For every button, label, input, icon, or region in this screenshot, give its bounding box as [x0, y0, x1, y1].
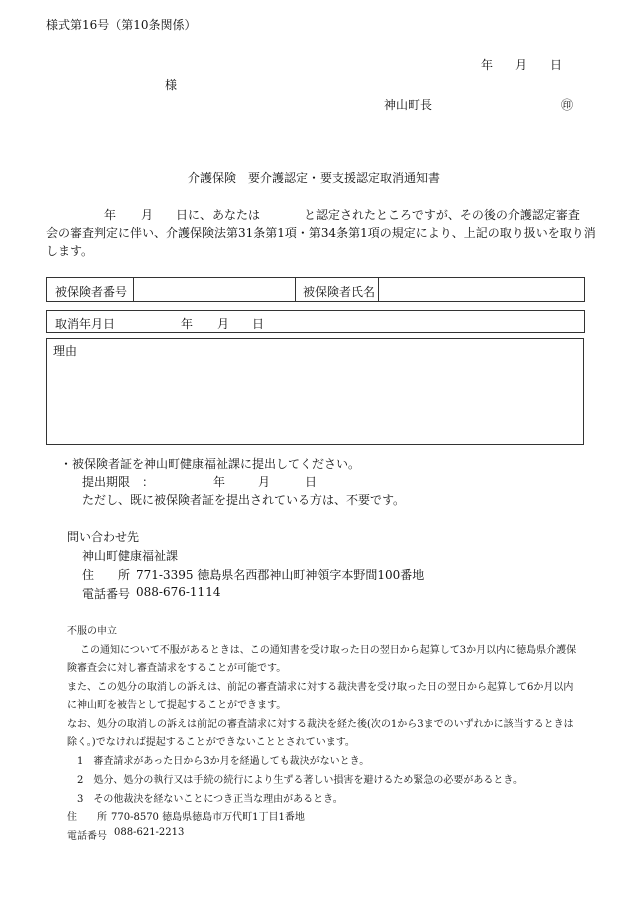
- reason-box[interactable]: [46, 338, 584, 445]
- contact-heading: 問い合わせ先: [67, 530, 140, 544]
- contact-address-label: 住 所: [82, 568, 131, 582]
- appeal-phone-label: 電話番号: [67, 831, 107, 842]
- appeal-item-3: 3 その他裁決を経ないことにつき正当な理由があるとき。: [77, 794, 343, 805]
- cancel-day: 日: [252, 317, 265, 331]
- appeal-p1-line2: 険審査会に対し審査請求をすることが可能です。: [67, 663, 287, 674]
- intro-line-2: 会の審査判定に伴い、介護保険法第31条第1項・第34条第1項の規定により、上記の取り扱いを取り消: [46, 226, 596, 240]
- appeal-p2-line2: に神山町を被告として提起することができます。: [67, 700, 287, 711]
- issuer-name: 神山町長: [384, 98, 433, 112]
- deadline-month: 月: [258, 475, 271, 489]
- contact-address: 771-3395 徳島県名西郡神山町神領字本野間100番地: [136, 568, 425, 582]
- contact-department: 神山町健康福祉課: [82, 549, 179, 563]
- intro-year: 年: [104, 208, 117, 222]
- deadline-year: 年: [213, 475, 226, 489]
- document-title: 介護保険 要介護認定・要支援認定取消通知書: [188, 171, 441, 185]
- insured-name-field[interactable]: [380, 279, 582, 300]
- table-divider: [378, 278, 379, 301]
- intro-day-text: 日に、あなたは: [176, 208, 261, 222]
- cancel-date-label: 取消年月日: [55, 317, 116, 331]
- insured-name-label: 被保険者氏名: [303, 285, 376, 299]
- deadline-day: 日: [305, 475, 318, 489]
- submission-note: ただし、既に被保険者証を提出されている方は、不要です。: [82, 493, 406, 507]
- seal-mark: ㊞: [561, 98, 574, 112]
- appeal-p1-line1: この通知について不服があるときは、この通知書を受け取った日の翌日から起算して3か月以内に徳島県介護保: [80, 645, 577, 656]
- deadline-label: 提出期限 ：: [82, 475, 155, 489]
- contact-phone: 088-676-1114: [136, 585, 221, 599]
- form-number: 様式第16号（第10条関係）: [46, 18, 197, 32]
- cancel-date-row: [46, 310, 585, 333]
- appeal-phone: 088-621-2213: [114, 827, 185, 838]
- header-date-year: 年: [481, 58, 494, 72]
- appeal-p3-line1: なお、処分の取消しの訴えは前記の審査請求に対する裁決を経た後(次の1から3までのいずれかに該当するときは: [67, 719, 574, 730]
- addressee-suffix: 様: [165, 78, 178, 92]
- header-date-day: 日: [550, 58, 563, 72]
- appeal-item-1: 1 審査請求があった日から3か月を経過しても裁決がないとき。: [77, 756, 370, 767]
- appeal-heading: 不服の申立: [67, 626, 117, 637]
- contact-phone-label: 電話番号: [82, 587, 131, 601]
- intro-line-3: します。: [46, 244, 94, 258]
- appeal-item-2: 2 処分、処分の執行又は手続の続行により生ずる著しい損害を避けるため緊急の必要があるとき。: [77, 775, 523, 786]
- appeal-p2-line1: また、この処分の取消しの訴えは、前記の審査請求に対する裁決書を受け取った日の翌日から起算して6か月以内: [67, 682, 574, 693]
- insured-number-field[interactable]: [135, 279, 293, 300]
- insured-number-label: 被保険者番号: [55, 285, 128, 299]
- cancel-month: 月: [217, 317, 230, 331]
- appeal-p3-line2: 除く。)でなければ提起することができないこととされています。: [67, 737, 355, 748]
- cancel-year: 年: [181, 317, 194, 331]
- insured-info-row: [46, 277, 585, 302]
- header-date-month: 月: [515, 58, 528, 72]
- table-divider: [295, 278, 296, 301]
- appeal-address-label: 住 所: [67, 812, 107, 823]
- intro-month: 月: [141, 208, 154, 222]
- reason-label: 理由: [53, 344, 78, 358]
- appeal-address: 770-8570 徳島県徳島市万代町1丁目1番地: [111, 812, 305, 823]
- intro-certified-text: と認定されたところですが、その後の介護認定審査: [304, 208, 580, 222]
- submission-instruction: ・被保険者証を神山町健康福祉課に提出してください。: [60, 457, 361, 471]
- table-divider: [133, 278, 134, 301]
